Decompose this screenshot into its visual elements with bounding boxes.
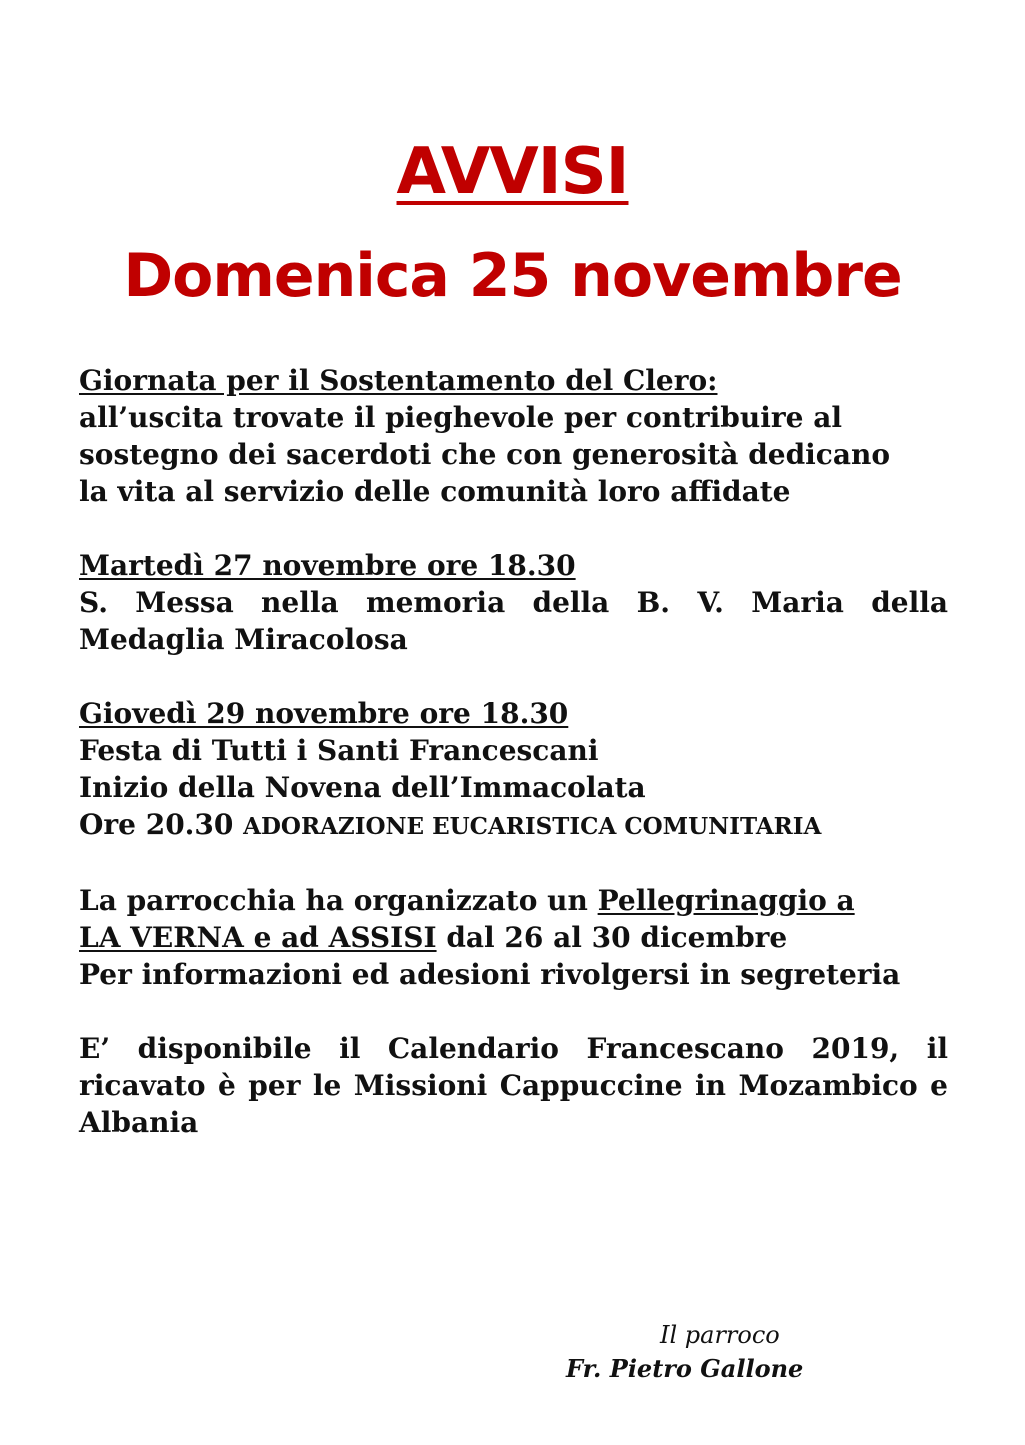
notice-text: E’ disponibile il Calendario Francescano 2019, il ricavato è per le Missioni Cappuccine in Mozambico e Albania [79, 1032, 948, 1139]
notices-list [79, 362, 948, 1178]
signature-block [566, 1318, 866, 1386]
page-subtitle: Domenica 25 novembre [123, 241, 902, 311]
pilgrimage-intro: La parrocchia ha organizzato un [79, 884, 588, 917]
notice-clero [79, 362, 948, 510]
adoration-text: ADORAZIONE EUCARISTICA COMUNITARIA [243, 813, 822, 840]
notice-martedi [79, 547, 948, 658]
pilgrimage-title-part2: LA VERNA e ad ASSISI [79, 921, 437, 954]
notice-line [79, 919, 948, 956]
pilgrimage-dates: dal 26 al 30 dicembre [446, 921, 788, 954]
notice-line: sostegno dei sacerdoti che con generosità dedicano [79, 438, 891, 471]
notice-heading: Giornata per il Sostentamento del Clero: [79, 364, 718, 397]
pilgrimage-info: Per informazioni ed adesioni rivolgersi in segreteria [79, 958, 901, 991]
notice-text: S. Messa nella memoria della B. V. Maria della Medaglia Miracolosa [79, 586, 948, 656]
notice-line [79, 882, 948, 919]
notice-pellegrinaggio [79, 882, 948, 993]
notice-line: Festa di Tutti i Santi Francescani [79, 734, 599, 767]
pilgrimage-title-part1: Pellegrinaggio a [597, 884, 855, 917]
notice-heading: Giovedì 29 novembre ore 18.30 [79, 697, 569, 730]
notice-line: all’uscita trovate il pieghevole per contribuire al [79, 401, 842, 434]
notice-heading: Martedì 27 novembre ore 18.30 [79, 549, 576, 582]
notice-line: Inizio della Novena dell’Immacolata [79, 771, 646, 804]
adoration-time: Ore 20.30 [79, 808, 234, 841]
notice-line [79, 806, 948, 845]
notice-calendario [79, 1030, 948, 1141]
signature-role: Il parroco [660, 1321, 780, 1349]
page-title: AVVISI [396, 135, 629, 209]
notice-giovedi [79, 695, 948, 845]
notice-line: la vita al servizio delle comunità loro affidate [79, 475, 791, 508]
signature-name: Fr. Pietro Gallone [566, 1354, 804, 1383]
